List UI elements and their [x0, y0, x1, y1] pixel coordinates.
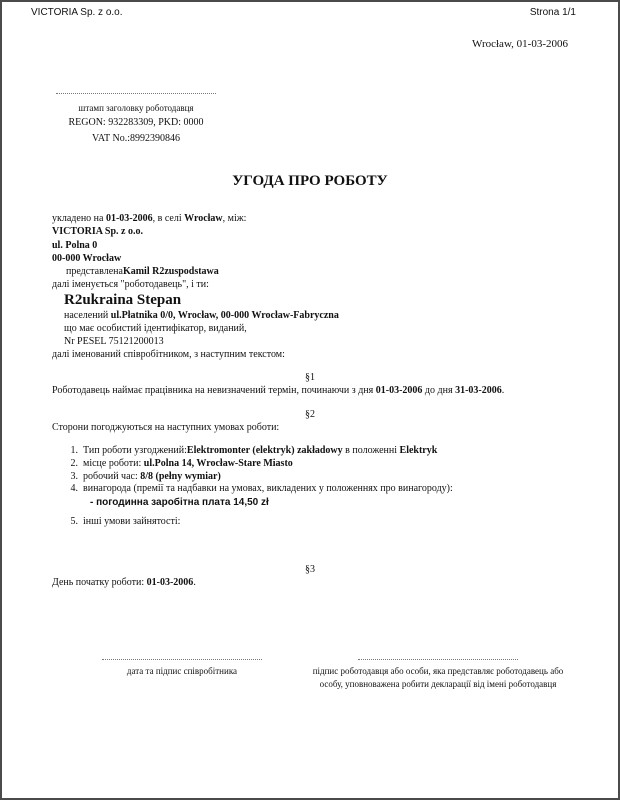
- place-date: Wrocław, 01-03-2006: [472, 38, 568, 50]
- employee-signature-line: [102, 659, 262, 660]
- stamp-dotted-line: [56, 93, 216, 94]
- employer-alias: далі іменується "роботодавець", і ти:: [52, 279, 209, 290]
- list-item: 1. Тип роботи узгоджений:Elektromonter (elektryk) zakładowy в положенні Elektryk: [70, 445, 438, 456]
- pesel-line: Nr PESEL 75121200013: [64, 336, 164, 347]
- concluded-line: укладено на 01-03-2006, в селі Wrocław, між:: [52, 213, 247, 224]
- employee-alias: далі іменований співробітником, з наступним текстом:: [52, 349, 285, 360]
- id-line: що має особистий ідентифікатор, виданий,: [64, 323, 247, 334]
- employer-street: ul. Polna 0: [52, 240, 98, 251]
- document-title: УГОДА ПРО РОБОТУ: [232, 173, 388, 189]
- section-3-mark: §3: [305, 564, 315, 575]
- vat-number: VAT No.:8992390846: [92, 133, 180, 144]
- hourly-wage: - погодинна заробітна плата 14,50 zł: [90, 497, 269, 508]
- section-2-text: Сторони погоджуються на наступних умовах роботи:: [52, 422, 280, 433]
- residing-line: населений ul.Płatnika 0/0, Wrocław, 00-000 Wrocław-Fabryczna: [64, 310, 339, 321]
- employee-signature-label: дата та підпис співробітника: [126, 666, 238, 676]
- document-page: [2, 2, 618, 798]
- page-indicator: Strona 1/1: [529, 7, 576, 18]
- header-company: VICTORIA Sp. z o.o.: [31, 7, 123, 18]
- list-item: 3. робочий час: 8/8 (pełny wymiar): [70, 471, 221, 482]
- section-1-text: Роботодавець наймає працівника на невизначений термін, починаючи з дня 01-03-2006 до дня 31-03-2006.: [52, 385, 505, 396]
- section-3-text: День початку роботи: 01-03-2006.: [52, 577, 196, 588]
- employer-signature-line: [358, 659, 518, 660]
- employee-name: R2ukraina Stepan: [64, 292, 182, 308]
- employer-name: VICTORIA Sp. z o.o.: [52, 226, 143, 237]
- regon: REGON: 932283309, PKD: 0000: [68, 117, 204, 128]
- employer-signature-label: підпис роботодавця або особи, яка представляє роботодавець або особу, уповноважена робити декларації від імені роботодавця: [312, 666, 564, 689]
- stamp-label: штамп заголовку роботодавця: [78, 103, 194, 113]
- section-2-mark: §2: [305, 409, 315, 420]
- section-1-mark: §1: [305, 372, 315, 383]
- employer-city: 00-000 Wrocław: [52, 253, 122, 264]
- list-item: 5. інші умови зайнятості:: [70, 516, 181, 527]
- list-item: 2. місце роботи: ul.Polna 14, Wrocław-Stare Miasto: [70, 458, 293, 469]
- list-item: 4. винагорода (премії та надбавки на умовах, викладених у положеннях про винагороду):: [70, 483, 453, 494]
- represented-by-line: представленаKamil R2zuspodstawa: [66, 266, 219, 277]
